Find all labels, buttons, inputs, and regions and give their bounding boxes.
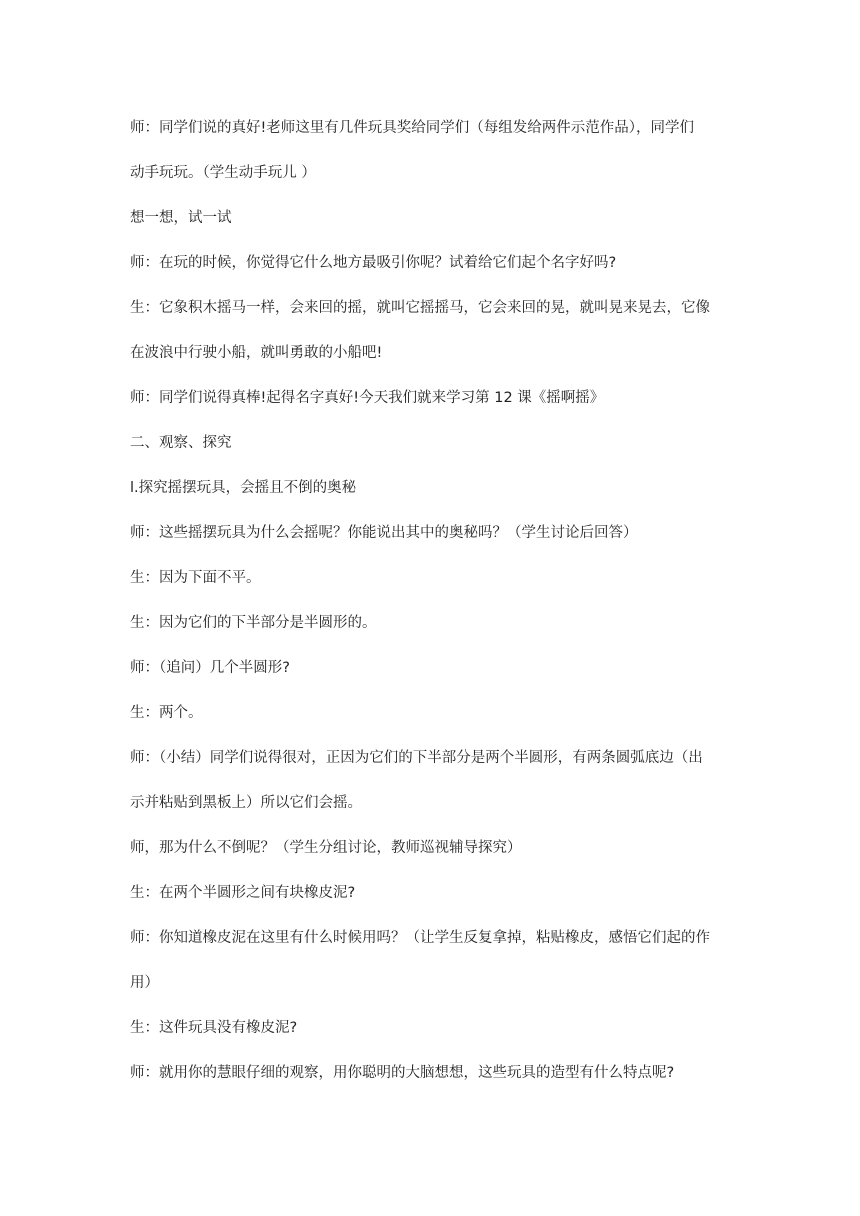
text-line: 师：（小结）同学们说得很对，正因为它们的下半部分是两个半圆形，有两条圆弧底边（出 <box>130 750 703 766</box>
text-line: 生：两个。 <box>130 705 203 721</box>
text-line: 动手玩玩。（学生动手玩儿 ） <box>130 165 316 181</box>
text-line: 生：这件玩具没有橡皮泥? <box>130 1020 298 1036</box>
text-line: 在波浪中行驶小船，就叫勇敢的小船吧! <box>130 345 383 361</box>
text-line: 师：在玩的时候，你觉得它什么地方最吸引你呢？试着给它们起个名字好吗? <box>130 255 617 271</box>
subsection-heading: l.探究摇摆玩具，会摇且不倒的奥秘 <box>130 480 357 496</box>
text-line: 师：同学们说得真棒!起得名字真好!今天我们就来学习第 12 课《摇啊摇》 <box>130 390 605 406</box>
text-line: 示并粘贴到黑板上）所以它们会摇。 <box>130 795 362 811</box>
section-heading: 二、观察、探究 <box>130 435 232 451</box>
text-line: 师：这些摇摆玩具为什么会摇呢？你能说出其中的奥秘吗？（学生讨论后回答） <box>130 525 638 541</box>
text-line: 生：在两个半圆形之间有块橡皮泥? <box>130 885 356 901</box>
text-line: 想一想，试一试 <box>130 210 232 226</box>
text-line: 师：就用你的慧眼仔细的观察，用你聪明的大脑想想，这些玩具的造型有什么特点呢? <box>130 1065 675 1081</box>
text-line: 师：（追问）几个半圆形? <box>130 660 290 676</box>
text-line: 生：它象积木摇马一样，会来回的摇，就叫它摇摇马，它会来回的晃，就叫晃来晃去，它像 <box>130 300 710 316</box>
text-line: 生：因为下面不平。 <box>130 570 261 586</box>
text-line: 师，那为什么不倒呢？（学生分组讨论，教师巡视辅导探究） <box>130 840 522 856</box>
text-line: 生：因为它们的下半部分是半圆形的。 <box>130 615 377 631</box>
text-line: 用） <box>130 975 159 991</box>
text-line: 师：同学们说的真好!老师这里有几件玩具奖给同学们（每组发给两件示范作品），同学们 <box>130 120 695 136</box>
text-line: 师：你知道橡皮泥在这里有什么时候用吗？（让学生反复拿掉，粘贴橡皮，感悟它们起的作 <box>130 930 710 946</box>
